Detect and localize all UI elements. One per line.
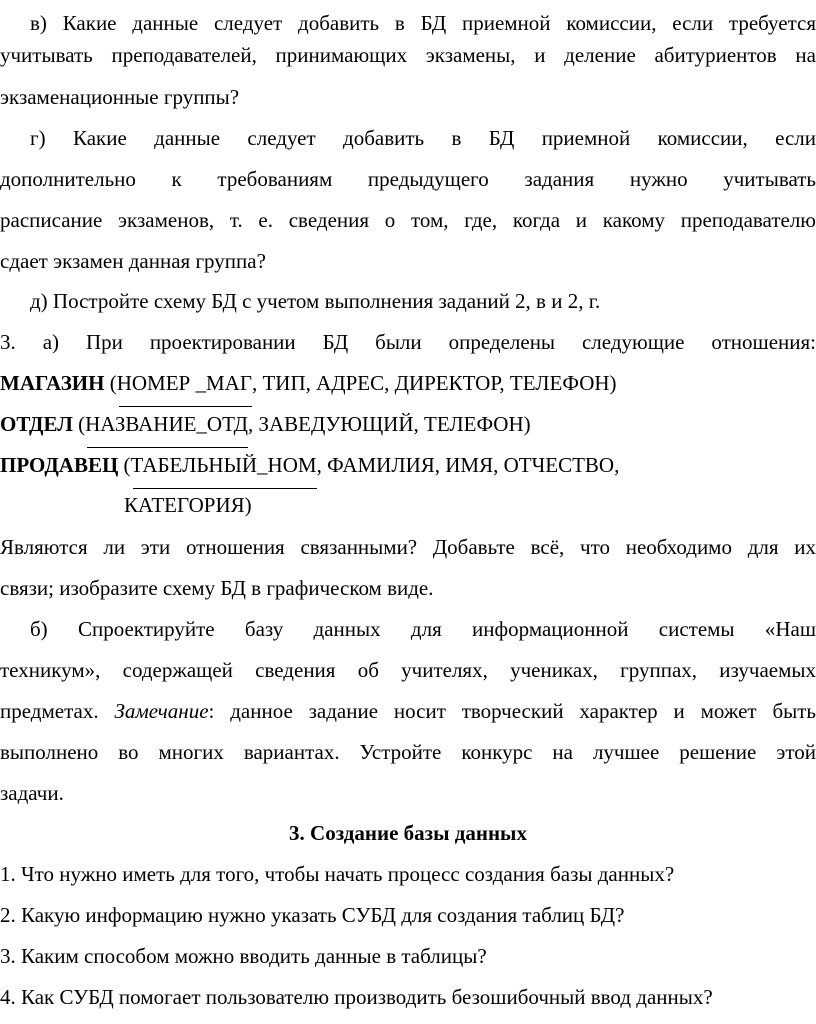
paragraph-relations-line-2: связи; изобразите схему БД в графическом виде.: [0, 576, 434, 600]
relation-dept-name: ОТДЕЛ: [0, 412, 73, 436]
paragraph-b-line-5: задачи.: [0, 781, 64, 805]
relation-dept: [0, 409, 816, 439]
note-label: Замечание: [114, 699, 209, 723]
paragraph-v-line-2: учитывать преподавателей, принимающих экзамены, и деление абитуриентов на: [0, 43, 816, 67]
paragraph-b-line-2: техникум», содержащей сведения об учителях, учениках, группах, изучаемых: [0, 658, 816, 682]
paragraph-b-line-3-end: : данное задание носит творческий характер и может быть: [208, 699, 816, 723]
question-4: 4. Как СУБД помогает пользователю производить безошибочный ввод данных?: [0, 985, 713, 1009]
question-2: 2. Какую информацию нужно указать СУБД для создания таблиц БД?: [0, 903, 625, 927]
section-title-text: 3. Создание базы данных: [289, 821, 527, 845]
paragraph-v-line-3: экзаменационные группы?: [0, 85, 240, 109]
paragraph-b-line-3-start: предметах.: [0, 699, 115, 723]
paragraph-g-line-3: расписание экзаменов, т. е. сведения о том, где, когда и какому преподавателю: [0, 208, 816, 232]
question-1: 1. Что нужно иметь для того, чтобы начать процесс создания базы данных?: [0, 862, 675, 886]
paragraph-g-line-4: сдает экзамен данная группа?: [0, 249, 266, 273]
relation-shop-name: МАГАЗИН: [0, 371, 105, 395]
paragraph-v-line-1: в) Какие данные следует добавить в БД приемной комиссии, если требуется: [30, 11, 816, 35]
relation-seller-attrs: , ФАМИЛИЯ, ИМЯ, ОТЧЕСТВО,: [316, 453, 620, 477]
paragraph-b-line-4: выполнено во многих вариантах. Устройте конкурс на лучшее решение этой: [0, 740, 816, 764]
section-title: [0, 818, 816, 848]
paragraph-g-line-2: дополнительно к требованиям предыдущего задания нужно учитывать: [0, 167, 816, 191]
relation-dept-key: НАЗВАНИЕ_ОТД: [85, 409, 248, 439]
paragraph-relations-line-1: Являются ли эти отношения связанными? Добавьте всё, что необходимо для их: [0, 535, 816, 559]
paragraph-b-line-3: [0, 696, 816, 726]
relation-dept-attrs: , ЗАВЕДУЮЩИЙ, ТЕЛЕФОН): [247, 412, 531, 436]
relation-seller-continuation: КАТЕГОРИЯ): [124, 493, 252, 517]
question-3: 3. Каким способом можно вводить данные в таблицы?: [0, 944, 487, 968]
relation-seller-key: ТАБЕЛЬНЫЙ_НОМ: [131, 450, 317, 480]
relation-seller-name: ПРОДАВЕЦ: [0, 453, 119, 477]
paragraph-d: д) Постройте схему БД с учетом выполнения заданий 2, в и 2, г.: [30, 289, 601, 313]
paragraph-b-line-1: б) Спроектируйте базу данных для информационной системы «Наш: [30, 617, 816, 641]
relation-dept-open: (: [72, 412, 86, 436]
relation-shop-attrs: , ТИП, АДРЕС, ДИРЕКТОР, ТЕЛЕФОН): [251, 371, 617, 395]
relation-shop-open: (: [104, 371, 117, 395]
relation-seller: [0, 450, 816, 480]
relation-seller-open: (: [118, 453, 131, 477]
relation-shop: [0, 368, 816, 398]
paragraph-g-line-1: г) Какие данные следует добавить в БД приемной комиссии, если: [30, 126, 816, 150]
relation-shop-key: НОМЕР _МАГ: [117, 368, 252, 398]
task-3a-intro: 3. а) При проектировании БД были определены следующие отношения:: [0, 330, 816, 354]
